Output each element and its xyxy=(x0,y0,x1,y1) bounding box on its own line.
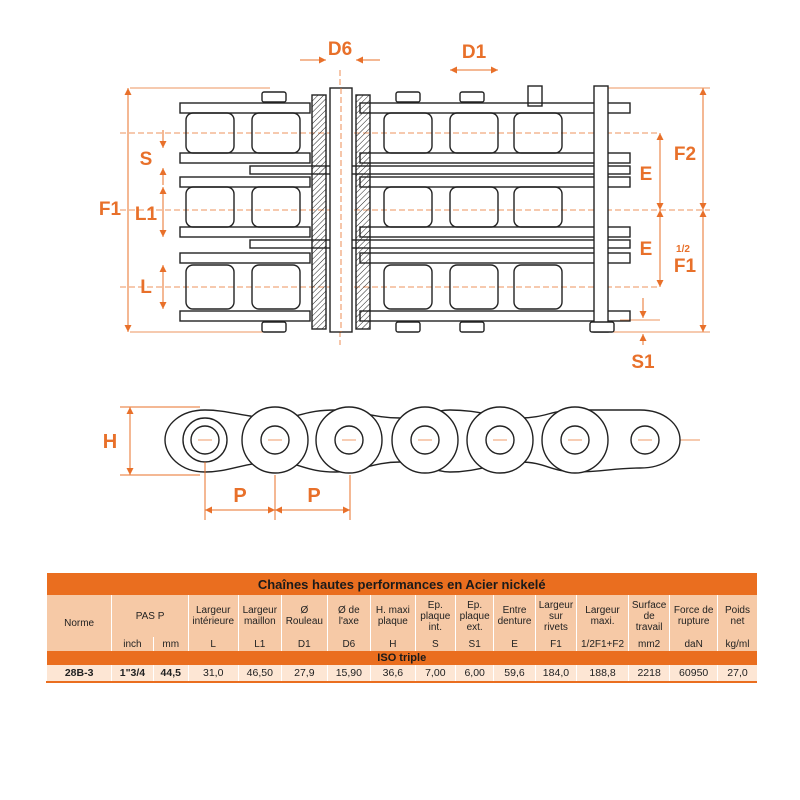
cell-inch: 1"3/4 xyxy=(112,665,153,682)
header-col: Largeur maillon xyxy=(238,595,281,637)
dim-label-l1: L1 xyxy=(134,204,158,225)
header-col: Ø Rouleau xyxy=(282,595,328,637)
header-norme: Norme xyxy=(47,595,112,651)
header-unit: daN xyxy=(670,637,718,651)
header-col: Largeur intérieure xyxy=(188,595,238,637)
table-row xyxy=(47,665,758,682)
header-col: Entre denture xyxy=(494,595,535,637)
header-unit: 1/2F1+F2 xyxy=(577,637,629,651)
chain-side-view xyxy=(165,407,700,473)
cell-value: 188,8 xyxy=(577,665,629,682)
header-col: Ep. plaque ext. xyxy=(456,595,494,637)
header-unit: S1 xyxy=(456,637,494,651)
dim-label-d1: D1 xyxy=(461,42,487,63)
header-unit: mm xyxy=(153,637,188,651)
dim-label-e-top: E xyxy=(639,164,653,185)
header-unit: D1 xyxy=(282,637,328,651)
cell-value: 7,00 xyxy=(415,665,455,682)
header-unit: L1 xyxy=(238,637,281,651)
spec-table xyxy=(46,573,757,683)
header-unit: E xyxy=(494,637,535,651)
dim-label-f1: F1 xyxy=(98,199,122,220)
dim-label-half: 1/2 xyxy=(676,244,690,255)
header-pas: PAS P xyxy=(112,595,189,637)
dim-label-p-right: P xyxy=(307,485,321,507)
header-unit: inch xyxy=(112,637,153,651)
group-label: ISO triple xyxy=(47,651,758,665)
dim-label-d6: D6 xyxy=(327,39,353,60)
dim-label-h: H xyxy=(102,431,118,453)
chain-top-view xyxy=(120,70,710,345)
strand-2 xyxy=(180,177,630,237)
table-title: Chaînes hautes performances en Acier nickelé xyxy=(47,573,758,595)
header-col: Largeur maxi. xyxy=(577,595,629,637)
cell-value: 59,6 xyxy=(494,665,535,682)
cell-value: 2218 xyxy=(628,665,669,682)
cell-value: 27,9 xyxy=(282,665,328,682)
dim-label-p-left: P xyxy=(233,485,247,507)
header-col: Ø de l'axe xyxy=(327,595,370,637)
dim-label-f1-half: F1 xyxy=(673,256,697,277)
header-col: Largeur sur rivets xyxy=(535,595,576,637)
cell-norme: 28B-3 xyxy=(47,665,112,682)
header-unit: D6 xyxy=(327,637,370,651)
header-col: Surface de travail xyxy=(628,595,669,637)
dim-label-s: S xyxy=(139,149,153,170)
dim-label-s1: S1 xyxy=(631,352,655,373)
cell-value: 15,90 xyxy=(327,665,370,682)
cell-value: 27,0 xyxy=(717,665,757,682)
dim-label-f2: F2 xyxy=(673,144,697,165)
header-unit: kg/ml xyxy=(717,637,757,651)
header-unit: H xyxy=(371,637,416,651)
cell-value: 6,00 xyxy=(456,665,494,682)
cell-value: 36,6 xyxy=(371,665,416,682)
cell-value: 184,0 xyxy=(535,665,576,682)
header-col: H. maxi plaque xyxy=(371,595,416,637)
header-col: Poids net xyxy=(717,595,757,637)
cell-mm: 44,5 xyxy=(153,665,188,682)
header-unit: mm2 xyxy=(628,637,669,651)
dim-label-l: L xyxy=(140,277,152,298)
header-unit: F1 xyxy=(535,637,576,651)
dim-label-e-bottom: E xyxy=(639,239,653,260)
header-unit: L xyxy=(188,637,238,651)
header-unit: S xyxy=(415,637,455,651)
cell-value: 46,50 xyxy=(238,665,281,682)
header-col: Force de rupture xyxy=(670,595,718,637)
header-col: Ep. plaque int. xyxy=(415,595,455,637)
cell-value: 31,0 xyxy=(188,665,238,682)
cell-value: 60950 xyxy=(670,665,718,682)
